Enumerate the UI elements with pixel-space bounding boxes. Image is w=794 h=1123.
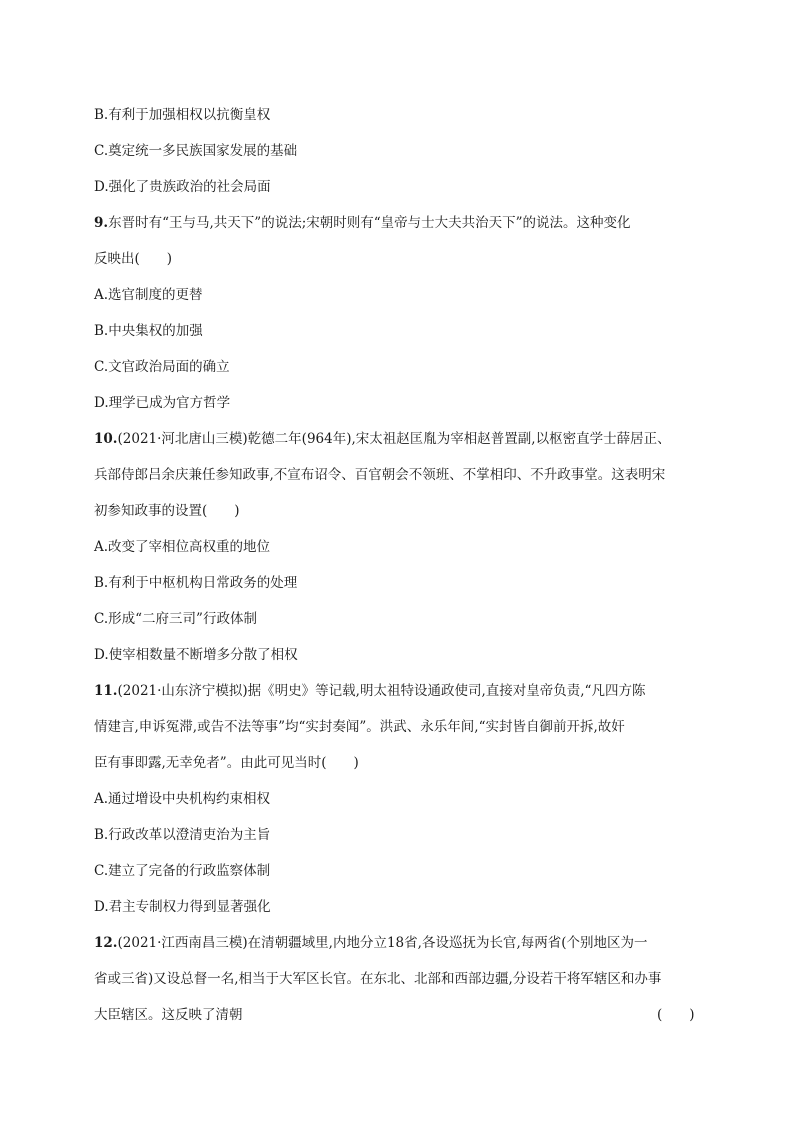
question-number: 11. xyxy=(94,683,118,699)
question-text: (2021·山东济宁模拟)据《明史》等记载,明太祖特设通政使司,直接对皇帝负责,“凡四方陈 xyxy=(117,683,646,699)
question-10-option-c: C.形成“二府三司”行政体制 xyxy=(94,611,257,627)
question-11-line-3: 臣有事即露,无幸免者”。由此可见当时( ) xyxy=(94,755,359,771)
question-10-option-a: A.改变了宰相位高权重的地位 xyxy=(94,539,271,555)
question-9-option-d: D.理学已成为官方哲学 xyxy=(94,395,231,411)
option-d-prev: D.强化了贵族政治的社会局面 xyxy=(94,179,271,195)
question-10-option-d: D.使宰相数量不断增多分散了相权 xyxy=(94,647,298,663)
question-11-line-2: 情建言,申诉冤滞,或告不法等事”均“实封奏闻”。洪武、永乐年间,“实封皆自御前开拆,故奸 xyxy=(94,719,625,735)
question-12-line-3: 大臣辖区。这反映了清朝 xyxy=(94,1007,243,1023)
question-12-line-2: 省或三省)又设总督一名,相当于大军区长官。在东北、北部和西部边疆,分设若干将军辖区和办事 xyxy=(94,971,662,987)
question-11-option-d: D.君主专制权力得到显著强化 xyxy=(94,899,271,915)
question-9-option-a: A.选官制度的更替 xyxy=(94,287,203,303)
question-text: (2021·河北唐山三模)乾德二年(964年),宋太祖赵匡胤为宰相赵普置副,以枢密直学士薛居正、 xyxy=(117,431,671,447)
question-9-line-2: 反映出( ) xyxy=(94,251,173,267)
question-11-option-a: A.通过增设中央机构约束相权 xyxy=(94,791,271,807)
question-11-option-b: B.行政改革以澄清吏治为主旨 xyxy=(94,827,271,843)
question-number: 12. xyxy=(94,935,118,951)
answer-blank: ( ) xyxy=(657,1007,695,1023)
question-12-line-1 xyxy=(94,934,648,952)
option-b-prev: B.有利于加强相权以抗衡皇权 xyxy=(94,107,271,123)
question-10-line-3: 初参知政事的设置( ) xyxy=(94,503,240,519)
question-10-line-1 xyxy=(94,430,671,448)
question-number: 9. xyxy=(94,215,109,231)
question-10-option-b: B.有利于中枢机构日常政务的处理 xyxy=(94,575,298,591)
question-9-option-b: B.中央集权的加强 xyxy=(94,323,203,339)
question-number: 10. xyxy=(94,431,118,447)
question-text: 东晋时有“王与马,共天下”的说法;宋朝时则有“皇帝与士大夫共治天下”的说法。这种变化 xyxy=(108,215,631,231)
question-10-line-2: 兵部侍郎吕余庆兼任参知政事,不宣布诏令、百官朝会不领班、不掌相印、不升政事堂。这表明宋 xyxy=(94,467,666,483)
question-9-option-c: C.文官政治局面的确立 xyxy=(94,359,230,375)
question-11-line-1 xyxy=(94,682,645,700)
question-9-line-1 xyxy=(94,214,631,232)
question-text: (2021·江西南昌三模)在清朝疆域里,内地分立18省,各设巡抚为长官,每两省(个别地区为一 xyxy=(117,935,648,951)
option-c-prev: C.奠定统一多民族国家发展的基础 xyxy=(94,143,298,159)
question-11-option-c: C.建立了完备的行政监察体制 xyxy=(94,863,271,879)
